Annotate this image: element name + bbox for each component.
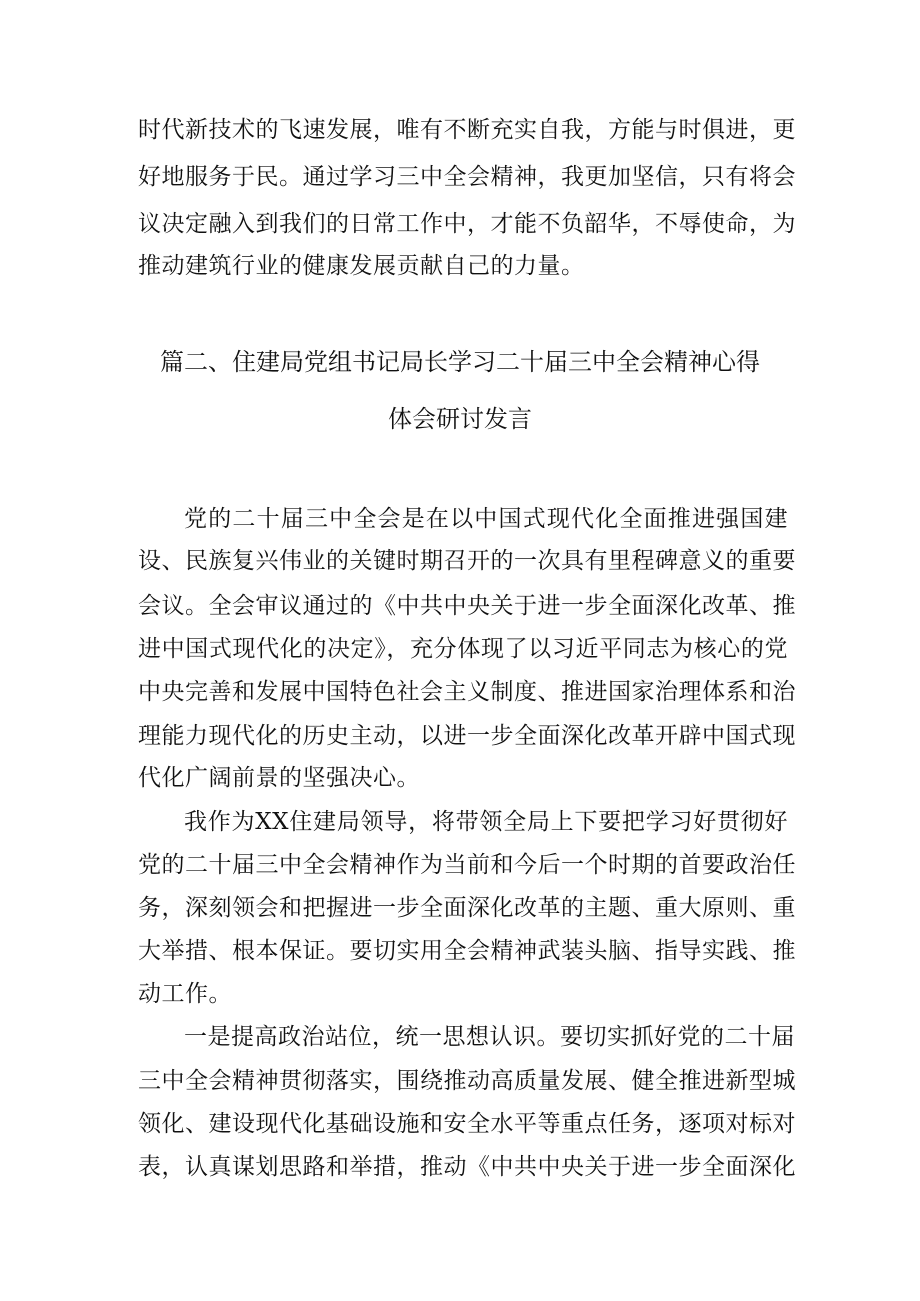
paragraph-line: 三中全会精神贯彻落实，围绕推动高质量发展、健全推进新型城 bbox=[138, 1068, 796, 1094]
paragraph-line: 设、民族复兴伟业的关键时期召开的一次具有里程碑意义的重要 bbox=[138, 548, 796, 574]
paragraph-line: 时代新技术的飞速发展，唯有不断充实自我，方能与时俱进，更 bbox=[138, 117, 796, 143]
paragraph-line: 好地服务于民。通过学习三中全会精神，我更加坚信，只有将会 bbox=[138, 164, 796, 190]
paragraph-line: 议决定融入到我们的日常工作中，才能不负韶华，不辱使命，为 bbox=[138, 211, 796, 237]
paragraph-line: 会议。全会审议通过的《中共中央关于进一步全面深化改革、推 bbox=[138, 593, 796, 619]
paragraph-line: 我作为XX住建局领导，将带领全局上下要把学习好贯彻好 bbox=[184, 809, 788, 835]
paragraph-line: 理能力现代化的历史主动，以进一步全面深化改革开辟中国式现 bbox=[138, 723, 796, 749]
paragraph-line: 领化、建设现代化基础设施和安全水平等重点任务，逐项对标对 bbox=[138, 1111, 796, 1137]
paragraph-line: 一是提高政治站位，统一思想认识。要切实抓好党的二十届 bbox=[184, 1024, 795, 1050]
paragraph-line: 党的二十届三中全会精神作为当前和今后一个时期的首要政治任 bbox=[138, 852, 796, 878]
section-title-line-1: 篇二、住建局党组书记局长学习二十届三中全会精神心得 bbox=[160, 348, 760, 376]
section-title-line-2: 体会研讨发言 bbox=[388, 405, 532, 433]
paragraph-line: 推动建筑行业的健康发展贡献自己的力量。 bbox=[138, 253, 585, 279]
paragraph-line: 进中国式现代化的决定》，充分体现了以习近平同志为核心的党 bbox=[138, 636, 788, 662]
paragraph-line: 中央完善和发展中国特色社会主义制度、推进国家治理体系和治 bbox=[138, 679, 796, 705]
paragraph-line: 代化广阔前景的坚强决心。 bbox=[138, 765, 420, 791]
paragraph-line: 务，深刻领会和把握进一步全面深化改革的主题、重大原则、重 bbox=[138, 895, 796, 921]
paragraph-line: 党的二十届三中全会是在以中国式现代化全面推进强国建 bbox=[184, 506, 788, 532]
paragraph-line: 大举措、根本保证。要切实用全会精神武装头脑、指导实践、推 bbox=[138, 938, 796, 964]
paragraph-line: 动工作。 bbox=[138, 981, 232, 1007]
paragraph-line: 表，认真谋划思路和举措，推动《中共中央关于进一步全面深化 bbox=[138, 1154, 796, 1180]
